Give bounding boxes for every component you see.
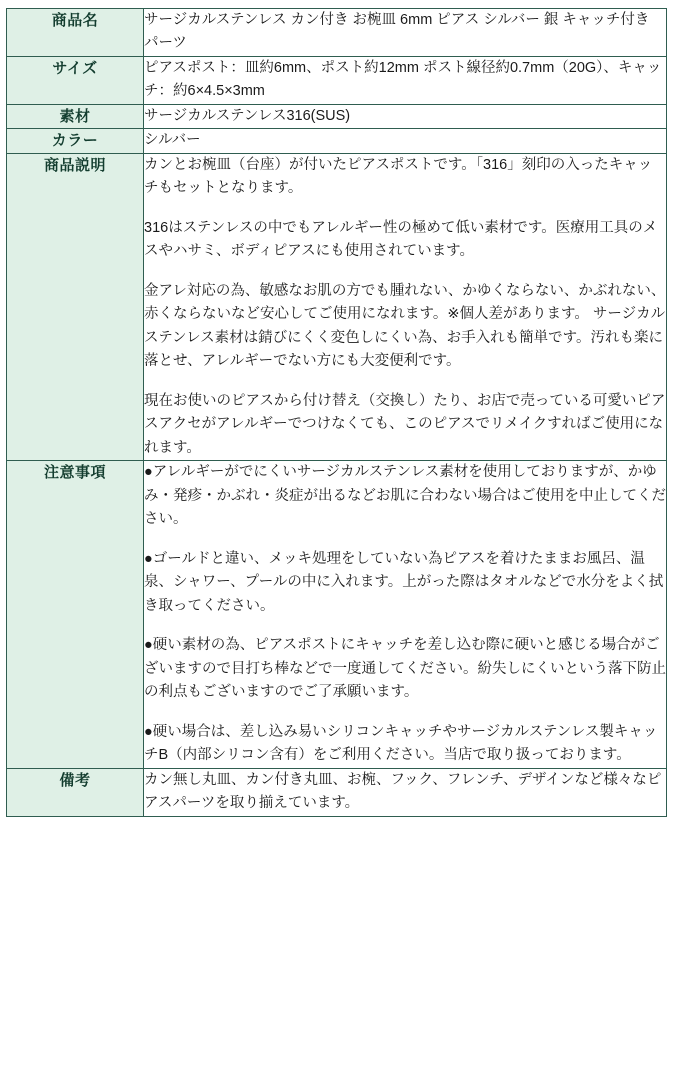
table-row [7, 461, 667, 768]
table-row [7, 56, 667, 104]
paragraph: 316はステンレスの中でもアレルギー性の極めて低い素材です。医療用工具のメスやハサミ、ボディピアスにも使用されています。 [144, 219, 658, 260]
paragraph: サージカルステンレス カン付き お椀皿 6mm ピアス シルバー 銀 キャッチ付き パーツ [144, 12, 650, 52]
row-label-product-name: 商品名 [7, 9, 144, 57]
table-row [7, 153, 667, 460]
row-value-remarks [144, 768, 667, 816]
paragraph: 現在お使いのピアスから付け替え（交換し）たり、お店で売っている可愛いピアスアクセがアレルギーでつけなくても、このピアスでリメイクすればご使用になれます。 [144, 392, 666, 456]
product-spec-table-body [7, 9, 667, 817]
row-label-description: 商品説明 [7, 153, 144, 460]
table-row [7, 104, 667, 128]
paragraph: ●硬い場合は、差し込み易いシリコンキャッチやサージカルステンレス製キャッチB（内部シリコン含有）をご利用ください。当店で取り扱っております。 [144, 723, 658, 764]
table-row [7, 768, 667, 816]
row-label-remarks: 備考 [7, 768, 144, 816]
paragraph: ●硬い素材の為、ピアスポストにキャッチを差し込む際に硬いと感じる場合がございますので目打ち棒などで一度通してください。紛失しにくいという落下防止の利点もございますのでご了承願います。 [144, 637, 666, 701]
table-row [7, 9, 667, 57]
paragraph: ピアスポスト：皿約6mm、ポスト約12mm ポスト線径約0.7mm（20G）、キャッチ：約6×4.5×3mm [144, 59, 662, 100]
row-label-size: サイズ [7, 56, 144, 104]
row-label-material: 素材 [7, 104, 144, 128]
row-value-size [144, 56, 667, 104]
paragraph: シルバー [144, 132, 201, 149]
row-value-product-name [144, 9, 667, 57]
paragraph: カン無し丸皿、カン付き丸皿、お椀、フック、フレンチ、デザインなど様々なピアスパーツを取り揃えています。 [144, 771, 662, 812]
row-value-color [144, 129, 667, 153]
row-label-color: カラー [7, 129, 144, 153]
row-value-material [144, 104, 667, 128]
paragraph: サージカルステンレス316(SUS) [144, 107, 351, 124]
table-row [7, 129, 667, 153]
product-spec-table [6, 8, 667, 817]
paragraph: 金アレ対応の為、敏感なお肌の方でも腫れない、かゆくならない、かぶれない、赤くならないなど安心してご使用になれます。※個人差があります。 サージカルステンレス素材は錆びにくく変色しにくい為、お手入れも簡単です。汚れも楽に落とせ、アレルギーでない方にも大変便利です。 [144, 282, 666, 370]
paragraph: カンとお椀皿（台座）が付いたピアスポストです。「316」刻印の入ったキャッチもセットとなります。 [144, 156, 653, 197]
paragraph: ●アレルギーがでにくいサージカルステンレス素材を使用しておりますが、かゆみ・発疹・かぶれ・炎症が出るなどお肌に合わない場合はご使用を中止してください。 [144, 464, 666, 528]
paragraph: ●ゴールドと違い、メッキ処理をしていない為ピアスを着けたままお風呂、温泉、シャワー、プールの中に入れます。上がった際はタオルなどで水分をよく拭き取ってください。 [144, 550, 664, 614]
row-value-description [144, 153, 667, 460]
row-label-cautions: 注意事項 [7, 461, 144, 768]
row-value-cautions [144, 461, 667, 768]
